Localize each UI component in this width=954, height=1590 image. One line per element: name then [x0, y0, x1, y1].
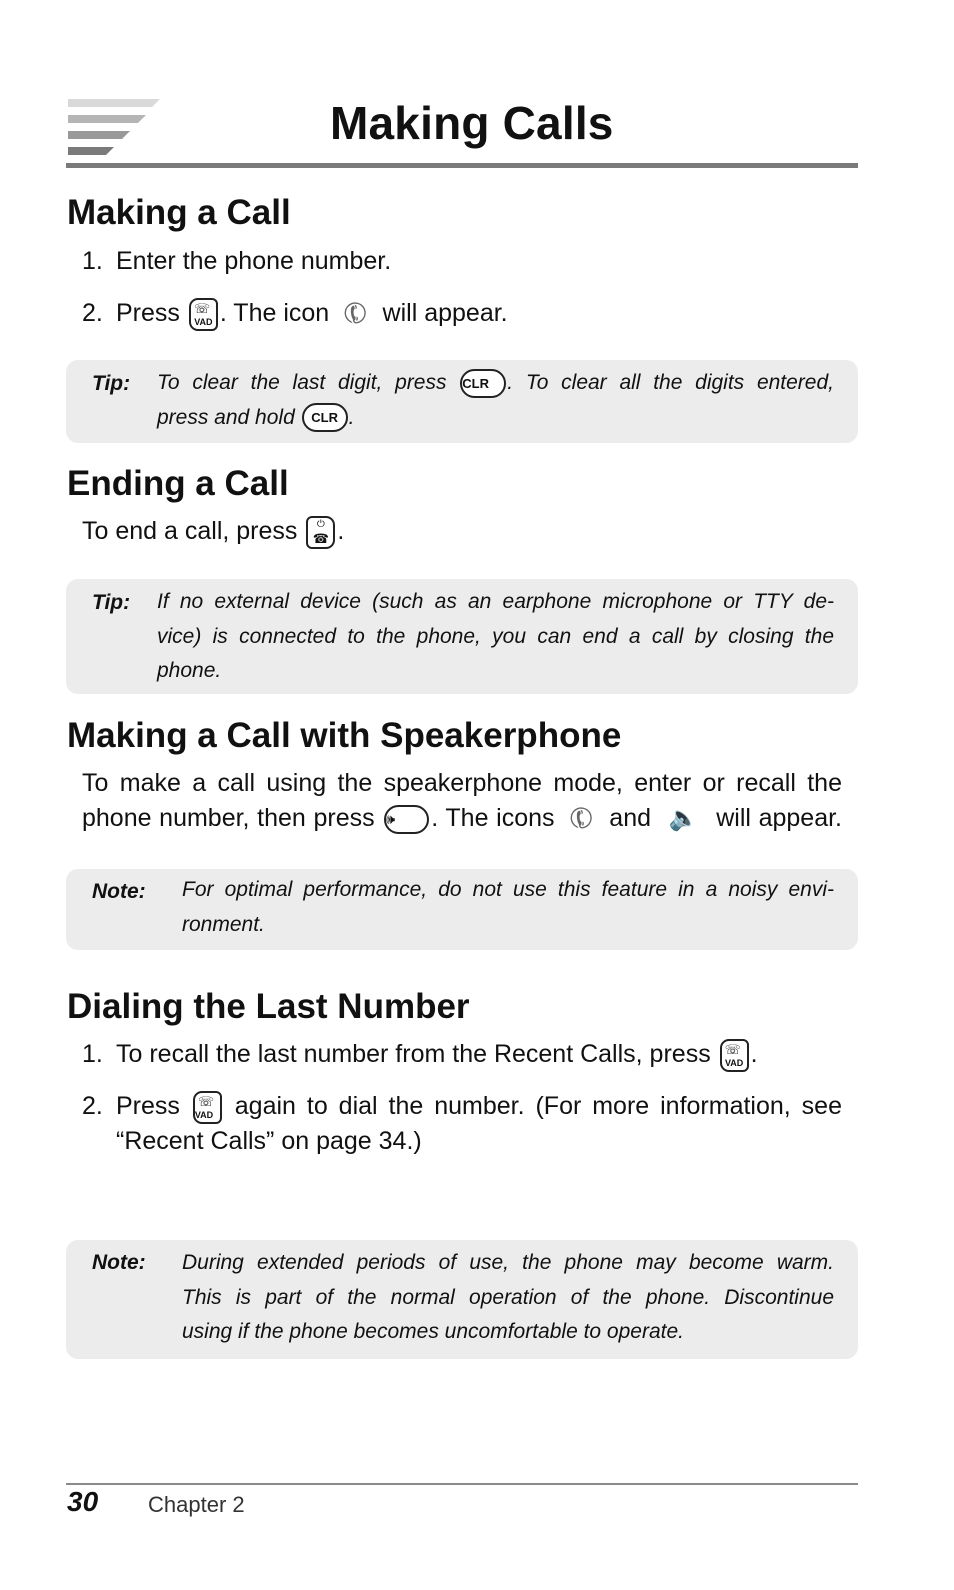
step-text: Enter the phone number.	[116, 247, 392, 275]
note-label: Note:	[92, 880, 146, 903]
section-heading-making-call: Making a Call	[67, 193, 291, 232]
talk-key-icon: ☏ VAD	[193, 1091, 222, 1124]
tip-box	[66, 360, 858, 443]
page-number: 30	[67, 1486, 99, 1517]
clear-key-icon: CLR	[460, 369, 506, 398]
note-text: For optimal performance, do not use this feature in a noisy envi- ronment.	[182, 878, 834, 936]
step-number: 2.	[82, 299, 103, 327]
page-title: Making Calls	[330, 97, 614, 149]
talk-key-icon: ☏ VAD	[189, 298, 218, 331]
note-text: During extended periods of use, the phone may become warm. This is part of the normal operation of the phone. Discontinue using if the phone becomes uncomfortable to operate.	[182, 1251, 834, 1343]
step-text: To recall the last number from the Recent Calls, press ☏ VAD .	[116, 1037, 758, 1072]
section-heading-ending-call: Ending a Call	[67, 464, 289, 503]
section-heading-last-number: Dialing the Last Number	[67, 987, 470, 1026]
speaker-key-icon: 🕪	[384, 805, 429, 834]
tip-box	[66, 579, 858, 694]
speakerphone-text: To make a call using the speakerphone mode, enter or recall the phone number, then press 🕪 . The icons ✆ and 🔈 will appear.	[82, 769, 842, 839]
chapter-label: Chapter 2	[148, 1492, 245, 1517]
title-rule	[66, 163, 858, 168]
call-indicator-icon: ✆	[563, 799, 600, 839]
call-indicator-icon: ✆	[337, 294, 374, 334]
talk-key-icon: ☏ VAD	[720, 1039, 749, 1072]
ending-call-text: To end a call, press ⏻ ☎ .	[82, 514, 344, 549]
note-label: Note:	[92, 1251, 146, 1274]
note-box	[66, 869, 858, 950]
step-number: 2.	[82, 1092, 103, 1120]
footer-rule	[66, 1483, 858, 1485]
tip-text: If no external device (such as an earphone microphone or TTY de- vice) is connected to the phone, you can end a call by closing the phone.	[157, 590, 834, 682]
tip-label: Tip:	[92, 372, 131, 395]
clear-key-icon: CLR	[302, 403, 348, 432]
step-number: 1.	[82, 247, 103, 275]
section-heading-speakerphone: Making a Call with Speakerphone	[67, 716, 622, 755]
end-key-icon: ⏻ ☎	[306, 516, 335, 549]
step-text: Press ☏ VAD . The icon ✆ will appear.	[116, 294, 508, 334]
note-box	[66, 1240, 858, 1359]
speaker-indicator-icon: 🔈	[668, 805, 699, 833]
tip-label: Tip:	[92, 591, 131, 614]
step-text: Press ☏ VAD again to dial the number. (For more information, see “Recent Calls” on page 34.)	[116, 1092, 842, 1155]
step-number: 1.	[82, 1040, 103, 1068]
tip-text: To clear the last digit, press CLR . To clear all the digits entered, press and hold CLR .	[157, 366, 834, 435]
header-stripes-decoration	[68, 99, 164, 157]
